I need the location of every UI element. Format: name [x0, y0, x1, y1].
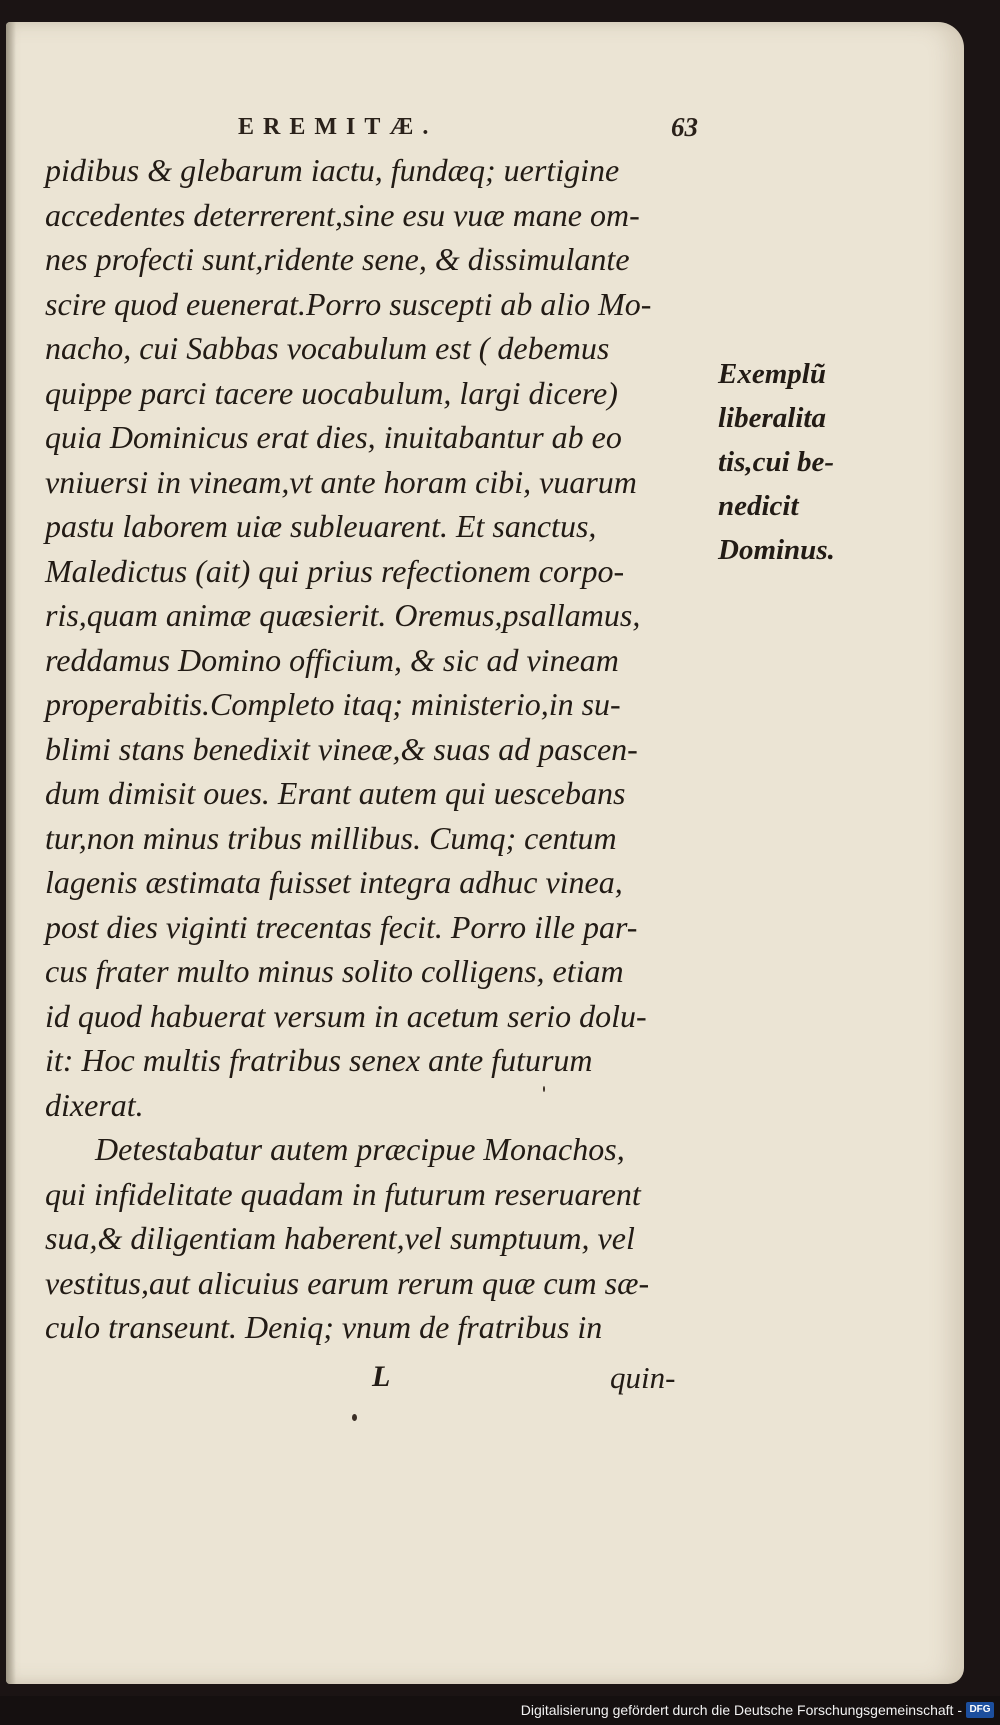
text-line: quia Dominicus erat dies, inuitabantur ab eo [45, 419, 622, 455]
running-head [238, 114, 698, 146]
text-line: id quod habuerat versum in acetum serio dolu- [45, 997, 647, 1034]
text-line: dum dimisit oues. Erant autem qui uescebans [45, 775, 626, 811]
text-line: Maledictus (ait) qui prius refectionem corpo- [45, 552, 625, 589]
text-line: ris,quam animæ quæsierit. Oremus,psallamus, [45, 597, 641, 633]
marginal-note [718, 352, 873, 572]
text-line: vniuersi in vineam,vt ante horam cibi, vuarum [45, 463, 637, 500]
marginal-note-line: Exemplũ [718, 358, 826, 390]
paragraph-first-line: Detestabatur autem præcipue Monachos, [95, 1131, 625, 1167]
marginal-note-line: Dominus. [718, 534, 835, 566]
funding-credit: Digitalisierung gefördert durch die Deutsche Forschungsgemeinschaft - [520, 1702, 962, 1718]
page-number: 63 [671, 112, 698, 142]
running-title: EREMITÆ. [238, 114, 438, 140]
text-line: vestitus,aut alicuius earum rerum quæ cum sæ- [45, 1264, 650, 1301]
marginal-note-line: tis,cui be- [718, 446, 834, 478]
marginal-note-line: liberalita [718, 402, 826, 434]
ink-speck [543, 1086, 545, 1092]
text-line: nacho, cui Sabbas vocabulum est ( debemus [45, 330, 610, 366]
text-line: pastu laborem uiæ subleuarent. Et sanctus, [45, 508, 597, 544]
text-line: lagenis æstimata fuisset integra adhuc vinea, [45, 864, 623, 900]
dfg-logo-icon: DFG [966, 1702, 994, 1718]
text-line: reddamus Domino officium, & sic ad vineam [45, 641, 619, 678]
text-line: blimi stans benedixit vineæ,& suas ad pascen- [45, 730, 638, 767]
text-line: accedentes deterrerent,sine esu vuæ mane om- [45, 196, 640, 233]
catchword: quin- [610, 1360, 676, 1395]
text-line: properabitis.Completo itaq; ministerio,in su- [45, 686, 621, 722]
text-line: sua,& diligentiam haberent,vel sumptuum, vel [45, 1220, 635, 1256]
text-line: it: Hoc multis fratribus senex ante futurum [45, 1042, 593, 1078]
page-gutter-shadow [6, 22, 16, 1684]
footer-bar [0, 1696, 1000, 1725]
text-line: quippe parci tacere uocabulum, largi dicere) [45, 374, 618, 411]
text-line: nes profecti sunt,ridente sene, & dissimulante [45, 241, 630, 277]
marginal-note-line: nedicit [718, 490, 799, 522]
text-line: scire quod euenerat.Porro suscepti ab alio Mo- [45, 285, 652, 322]
text-line: tur,non minus tribus millibus. Cumq; centum [45, 819, 617, 856]
signature-mark: L [372, 1360, 391, 1393]
text-line: post dies viginti trecentas fecit. Porro ille par- [45, 908, 638, 945]
text-line: pidibus & glebarum iactu, fundæq; uertigine [45, 152, 620, 188]
text-line: culo transeunt. Deniq; vnum de fratribus in [45, 1309, 603, 1345]
text-line: qui infidelitate quadam in futurum reseruarent [45, 1175, 641, 1212]
text-line: dixerat. [45, 1086, 144, 1123]
main-text-block [45, 148, 705, 1350]
text-line: cus frater multo minus solito colligens, etiam [45, 953, 624, 989]
ink-speck [352, 1414, 357, 1421]
